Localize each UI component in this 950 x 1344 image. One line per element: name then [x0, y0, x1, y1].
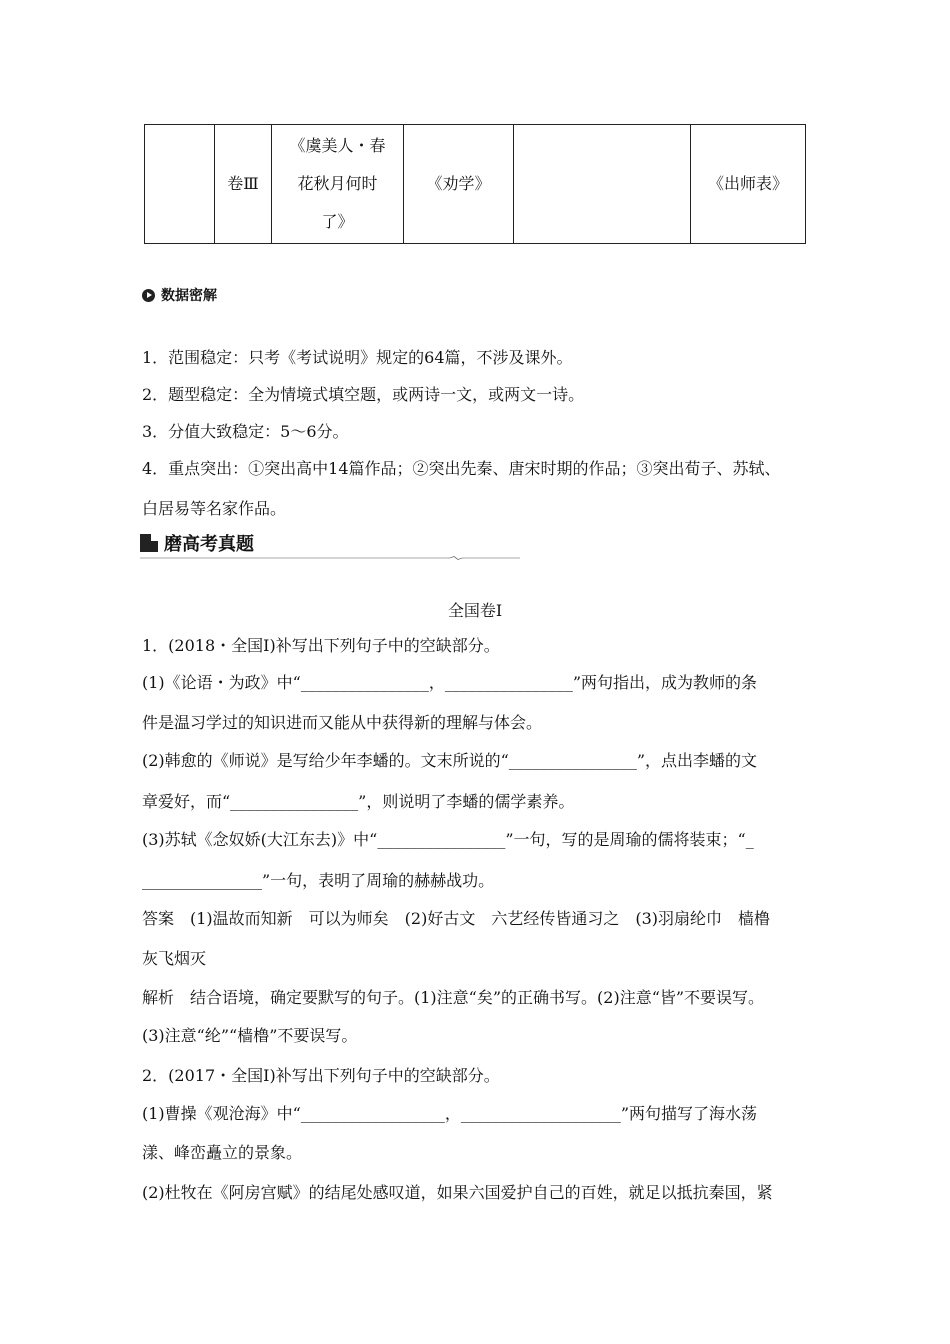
point-item: 4．重点突出：①突出高中14篇作品；②突出先秦、唐宋时期的作品；③突出荀子、苏轼、	[142, 459, 781, 478]
play-circle-icon	[142, 289, 155, 302]
question-line: 2．(2017・全国Ⅰ)补写出下列句子中的空缺部分。	[142, 1066, 500, 1085]
question-line: (2)韩愈的《师说》是写给少年李蟠的。文末所说的“________________”，点出李蟠的文	[142, 751, 758, 770]
table-cell-poem	[272, 125, 404, 244]
table-row	[145, 125, 806, 244]
point-item: 白居易等名家作品。	[142, 499, 287, 518]
question-line: (2)杜牧在《阿房宫赋》的结尾处感叹道，如果六国爱护自己的百姓，就足以抵抗秦国，紧	[142, 1183, 773, 1202]
cell-line: 《虞美人・春	[289, 136, 386, 155]
question-line: 件是温习学过的知识进而又能从中获得新的理解与体会。	[142, 713, 543, 732]
section-title: 数据密解	[161, 288, 217, 304]
question-line: (3)苏轼《念奴娇(大江东去)》中“________________”一句，写的是周瑜的儒将装束；“_	[142, 830, 754, 849]
analysis-line: (3)注意“纶”“樯橹”不要误写。	[142, 1026, 358, 1045]
cell-line: 花秋月何时	[297, 174, 378, 193]
point-item: 1．范围稳定：只考《考试说明》规定的64篇，不涉及课外。	[142, 348, 573, 367]
heading-text: 磨高考真题	[164, 534, 254, 555]
point-item: 3．分值大致稳定：5～6分。	[142, 422, 349, 441]
answer-line: 答案 (1)温故而知新 可以为师矣 (2)好古文 六艺经传皆通习之 (3)羽扇纶巾 樯橹	[142, 909, 770, 928]
table-cell-work: 《劝学》	[404, 125, 514, 244]
question-line: 漾、峰峦矗立的景象。	[142, 1143, 303, 1162]
question-line: (1)曹操《观沧海》中“__________________，____________________”两句描写了海水荡	[142, 1104, 758, 1123]
question-line: 章爱好，而“________________”，则说明了李蟠的儒学素养。	[142, 792, 575, 811]
table-cell-work: 《出师表》	[691, 125, 806, 244]
works-table	[144, 124, 806, 244]
question-line: 1．(2018・全国Ⅰ)补写出下列句子中的空缺部分。	[142, 636, 500, 655]
square-bullet-icon	[140, 534, 158, 552]
table-cell	[145, 125, 215, 244]
section-heading	[140, 530, 254, 556]
table-cell	[514, 125, 691, 244]
point-item: 2．题型稳定：全为情境式填空题，或两诗一文，或两文一诗。	[142, 385, 585, 404]
table-cell-paper: 卷Ⅲ	[215, 125, 272, 244]
question-line: (1)《论语・为政》中“________________，________________”两句指出，成为教师的条	[142, 673, 758, 692]
cell-line: 了》	[321, 212, 354, 231]
analysis-line: 解析 结合语境，确定要默写的句子。(1)注意“矣”的正确书写。(2)注意“皆”不要误写。	[142, 988, 765, 1007]
question-line: _______________”一句，表明了周瑜的赫赫战功。	[142, 871, 495, 890]
section-header	[142, 285, 217, 305]
answer-line: 灰飞烟灭	[142, 949, 207, 968]
paper-title: 全国卷Ⅰ	[447, 601, 503, 620]
heading-divider	[140, 556, 520, 560]
